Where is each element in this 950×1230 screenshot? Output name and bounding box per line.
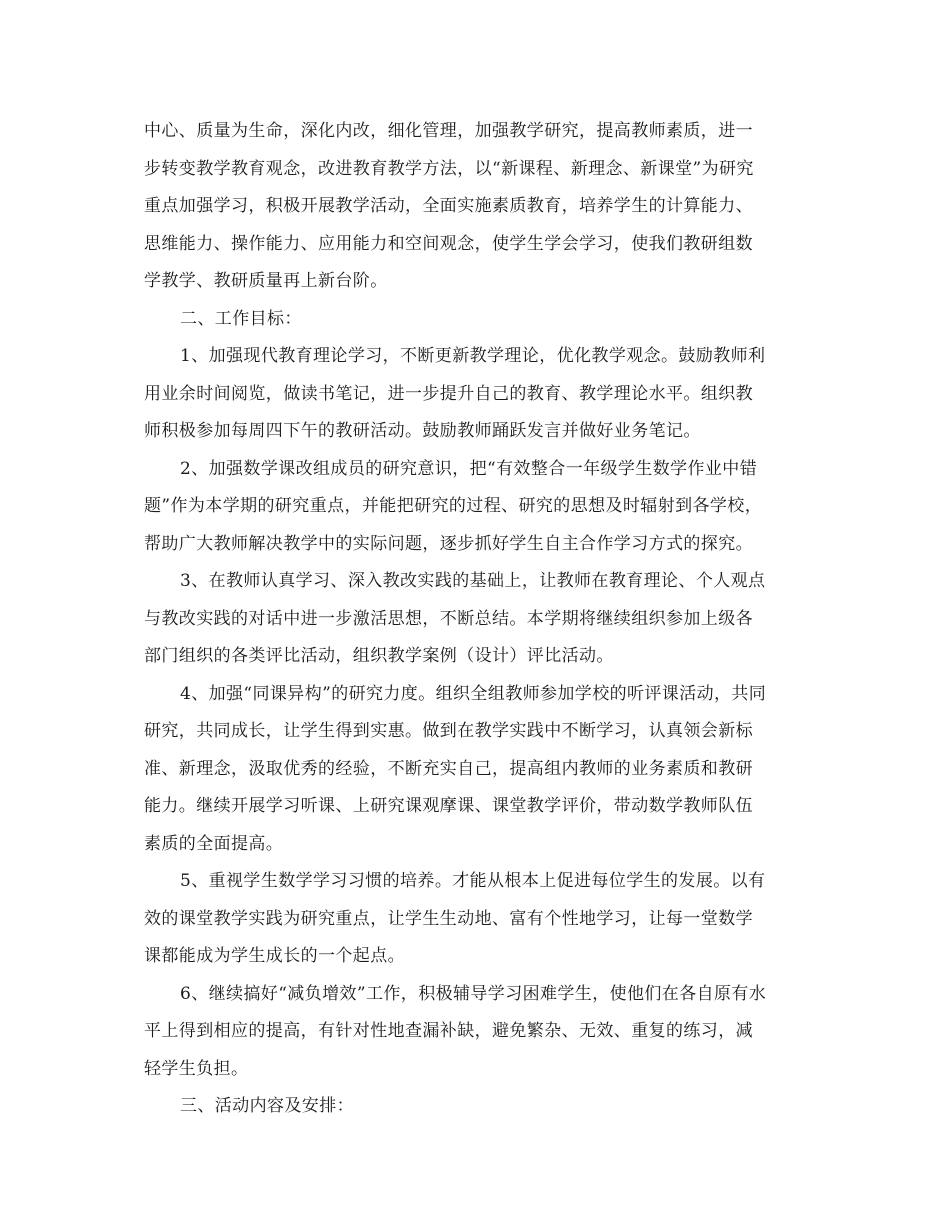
body-text-line: 师积极参加每周四下午的教研活动。鼓励教师踊跃发言并做好业务笔记。 [144,421,701,441]
body-text-line: 部门组织的各类评比活动，组织教学案例（设计）评比活动。 [144,646,614,666]
paragraph-first-line: 6、继续搞好“减负增效”工作，积极辅导学习困难学生，使他们在各自原有水 [180,983,767,1004]
body-text-line: 课都能成为学生成长的一个起点。 [144,946,405,966]
body-text-line: 思维能力、操作能力、应用能力和空间观念，使学生学会学习，使我们教研组数 [144,233,753,254]
body-text-line: 用业余时间阅览，做读书笔记，进一步提升自己的教育、教学理论水平。组织教 [144,383,753,404]
section-heading: 二、工作目标： [180,308,302,329]
body-text-line: 效的课堂教学实践为研究重点，让学生生动地、富有个性地学习，让每一堂数学 [144,908,753,929]
paragraph-first-line: 1、加强现代教育理论学习，不断更新教学理论，优化教学观念。鼓励教师利 [180,346,766,366]
document-page [144,113,808,1126]
body-text-line: 帮助广大教师解决教学中的实际问题，逐步抓好学生自主合作学习方式的探究。 [144,533,753,554]
body-text-line: 中心、质量为生命，深化内改，细化管理，加强教学研究，提高教师素质，进一 [144,121,753,141]
body-text-line: 步转变教学教育观念，改进教育教学方法，以“新课程、新理念、新课堂”为研究 [144,158,754,179]
body-text-line: 平上得到相应的提高，有针对性地查漏补缺，避免繁杂、无效、重复的练习，减 [144,1021,753,1041]
body-text-line: 轻学生负担。 [144,1058,249,1079]
paragraph-first-line: 3、在教师认真学习、深入教改实践的基础上，让教师在教育理论、个人观点 [180,571,766,591]
paragraph-first-line: 2、加强数学课改组成员的研究意识，把“有效整合一年级学生数学作业中错 [180,458,758,479]
body-text-line: 重点加强学习，积极开展教学活动，全面实施素质教育，培养学生的计算能力、 [144,196,753,216]
body-text-line: 准、新理念，汲取优秀的经验，不断充实自己，提高组内教师的业务素质和教研 [144,758,753,779]
body-text-line: 研究，共同成长，让学生得到实惠。做到在教学实践中不断学习，认真领会新标 [144,721,753,741]
section-heading: 三、活动内容及安排： [180,1096,354,1116]
body-text-line: 素质的全面提高。 [144,833,284,854]
paragraph-first-line: 5、重视学生数学学习习惯的培养。才能从根本上促进每位学生的发展。以有 [180,871,766,891]
paragraph-first-line: 4、加强“同课异构”的研究力度。组织全组教师参加学校的听评课活动，共同 [180,683,767,704]
body-text-line: 学教学、教研质量再上新台阶。 [144,271,388,291]
body-text-line: 题”作为本学期的研究重点，并能把研究的过程、研究的思想及时辐射到各学校， [144,496,763,516]
body-text-line: 能力。继续开展学习听课、上研究课观摩课、课堂教学评价，带动数学教师队伍 [144,796,753,816]
body-text-line: 与教改实践的对话中进一步激活思想，不断总结。本学期将继续组织参加上级各 [144,608,753,629]
